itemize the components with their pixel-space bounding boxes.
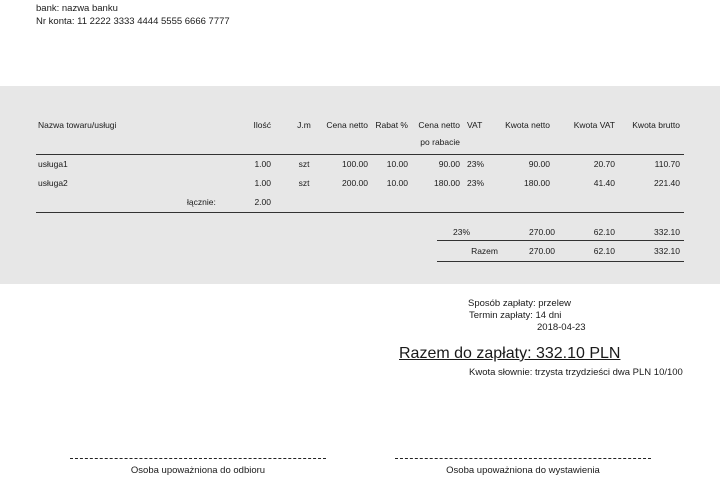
row-net-price: 100.00 (342, 159, 368, 169)
row-name: usługa1 (38, 159, 68, 169)
header-discount: Rabat % (375, 120, 408, 130)
header-net-price: Cena netto (326, 120, 368, 130)
summary-vat-rate: 23% (452, 227, 470, 237)
row-qty: 1.00 (254, 178, 271, 188)
header-net-amount: Kwota netto (505, 120, 550, 130)
header-qty: Ilość (253, 120, 271, 130)
grand-total-vat: 62.10 (593, 246, 615, 256)
summary-vat: 62.10 (593, 227, 615, 237)
row-vat-amount: 41.40 (593, 178, 615, 188)
quantity-total-label: łącznie: (187, 197, 216, 207)
quantity-total-value: 2.00 (254, 197, 271, 207)
signature-line-issuer (395, 458, 651, 459)
bank-account-number: Nr konta: 11 2222 3333 4444 5555 6666 7777 (36, 16, 230, 27)
summary-divider (437, 240, 684, 241)
header-net-after-discount-line2: po rabacie (420, 137, 460, 147)
header-unit: J.m (297, 120, 311, 130)
payment-due-date: 2018-04-23 (537, 322, 586, 333)
header-net-after-discount: Cena netto (418, 120, 460, 130)
total-due: Razem do zapłaty: 332.10 PLN (399, 345, 621, 362)
grand-total-net: 270.00 (529, 246, 555, 256)
signature-label-receiver: Osoba upoważniona do odbioru (130, 465, 266, 476)
rows-divider (36, 212, 684, 213)
header-divider (36, 154, 684, 155)
row-discount: 10.00 (386, 159, 408, 169)
row-net-price: 200.00 (342, 178, 368, 188)
signature-label-issuer: Osoba upoważniona do wystawienia (446, 465, 600, 476)
row-net-after: 180.00 (434, 178, 460, 188)
summary-gross: 332.10 (654, 227, 680, 237)
row-net-amount: 90.00 (528, 159, 550, 169)
row-unit: szt (298, 159, 310, 169)
row-net-after: 90.00 (438, 159, 460, 169)
grand-total-label: Razem (471, 246, 498, 256)
payment-term: Termin zapłaty: 14 dni (469, 310, 562, 321)
row-name: usługa2 (38, 178, 68, 188)
row-qty: 1.00 (254, 159, 271, 169)
signature-line-receiver (70, 458, 326, 459)
amount-in-words: Kwota słownie: trzysta trzydzieści dwa PLN 10/100 (469, 367, 683, 378)
header-vat-amount: Kwota VAT (573, 120, 615, 130)
row-vat: 23% (467, 178, 485, 188)
row-gross-amount: 221.40 (654, 178, 680, 188)
row-vat: 23% (467, 159, 485, 169)
row-discount: 10.00 (386, 178, 408, 188)
header-vat: VAT (467, 120, 483, 130)
payment-method: Sposób zapłaty: przelew (468, 298, 571, 309)
grand-total-gross: 332.10 (654, 246, 680, 256)
grand-total-underline (437, 261, 684, 262)
bank-name: bank: nazwa banku (36, 3, 118, 14)
row-vat-amount: 20.70 (593, 159, 615, 169)
row-gross-amount: 110.70 (654, 159, 680, 169)
header-gross-amount: Kwota brutto (632, 120, 680, 130)
bank-info (36, 2, 230, 28)
row-net-amount: 180.00 (524, 178, 550, 188)
header-name: Nazwa towaru/usługi (38, 120, 117, 130)
summary-net: 270.00 (529, 227, 555, 237)
row-unit: szt (298, 178, 310, 188)
